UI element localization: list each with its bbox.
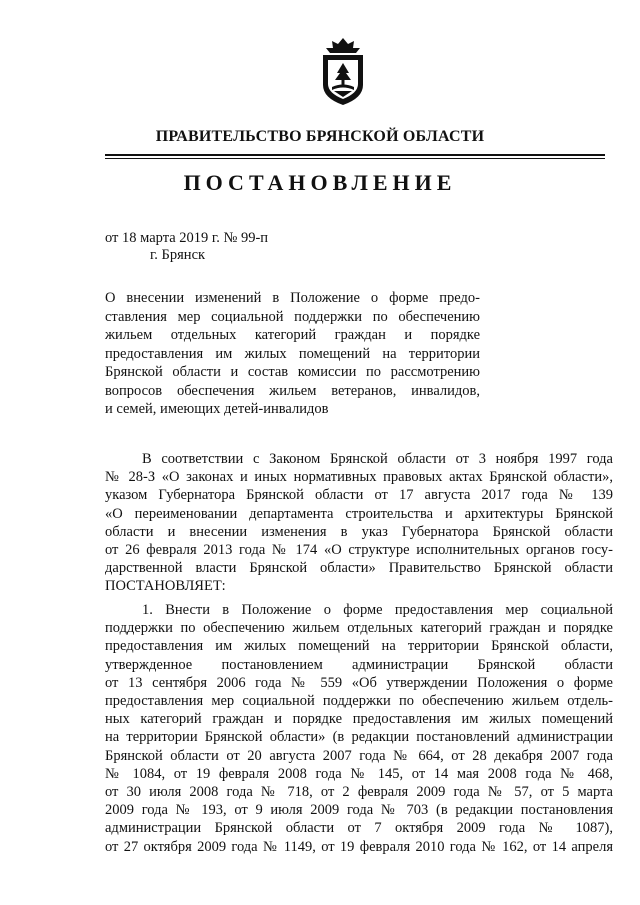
header-rule-thin [105,158,605,159]
header-rule-thick [105,154,605,156]
government-name: ПРАВИТЕЛЬСТВО БРЯНСКОЙ ОБЛАСТИ [155,128,485,145]
subject-line: вопросов обеспечения жильем ветеранов, инвалидов, [105,382,480,399]
coat-of-arms-emblem [318,35,368,109]
paragraph-line: 2009 года № 193, от 9 июля 2009 года № 703 (в редакции постановления [105,802,613,819]
paragraph-line: администрации Брянской области от 7 октября 2009 года № 1087), [105,820,613,837]
preamble-paragraph [105,450,613,596]
paragraph-line: дарственной власти Брянской области» Правительство Брянской области [105,560,613,577]
paragraph-line: 1. Внести в Положение о форме предоставления мер социальной [142,602,613,618]
paragraph-line: поддержки по обеспечению жильем отдельных категорий граждан и порядке [105,620,613,637]
paragraph-line: от 30 июля 2008 года № 718, от 2 февраля 2009 года № 57, от 5 марта [105,784,613,801]
paragraph-line: предоставления мер социальной поддержки по обеспечению жильем отдель- [105,693,613,710]
paragraph-line: утвержденное постановлением администрации Брянской области [105,656,613,673]
paragraph-line: от 26 февраля 2013 года № 174 «О структуре исполнительных органов госу- [105,542,613,559]
paragraph-line: В соответствии с Законом Брянской области от 3 ноября 1997 года [142,451,613,467]
paragraph-line: Брянской области от 20 августа 2007 года № 664, от 28 декабря 2007 года [105,747,613,764]
subject-block [105,289,480,419]
subject-line: и семей, имеющих детей-инвалидов [105,401,329,417]
paragraph-line: от 27 октября 2009 года № 1149, от 19 февраля 2010 года № 162, от 14 апреля [105,838,613,855]
subject-line: жильем отдельных категорий граждан и порядке [105,327,480,343]
item-1-paragraph [105,601,613,856]
date-number-line: от 18 марта 2019 г. № 99-п [105,230,269,246]
subject-line: предоставления им жилых помещений на территории [105,345,480,362]
paragraph-line: на территории Брянской области» (в редакции постановлений администрации [105,729,613,746]
subject-line: О внесении изменений в Положение о форме предо- [105,290,480,306]
paragraph-line: предоставления им жилых помещений на территории Брянской области, [105,638,613,655]
city-name: г. Брянск [150,247,206,263]
paragraph-line: ПОСТАНОВЛЯЕТ: [105,578,226,595]
paragraph-line: № 1084, от 19 февраля 2008 года № 145, от 14 мая 2008 года № 468, [105,765,613,782]
paragraph-line: от 13 сентября 2006 года № 559 «Об утверждении Положения о форме [105,674,613,691]
subject-line: Брянской области и состав комиссии по рассмотрению [105,364,480,380]
paragraph-line: № 28-З «О законах и иных нормативных правовых актах Брянской области», [105,469,613,486]
subject-line: ставления мер социальной поддержки по обеспечению [105,308,480,325]
document-type-title: ПОСТАНОВЛЕНИЕ [183,170,457,195]
paragraph-line: указом Губернатора Брянской области от 17 августа 2017 года № 139 [105,487,613,504]
paragraph-line: ных категорий граждан и порядке предоставления им жилых помещений [105,711,613,728]
paragraph-line: области и внесении изменения в указ Губернатора Брянской области [105,523,613,540]
paragraph-line: «О переименовании департамента строительства и архитектуры Брянской [105,505,613,522]
